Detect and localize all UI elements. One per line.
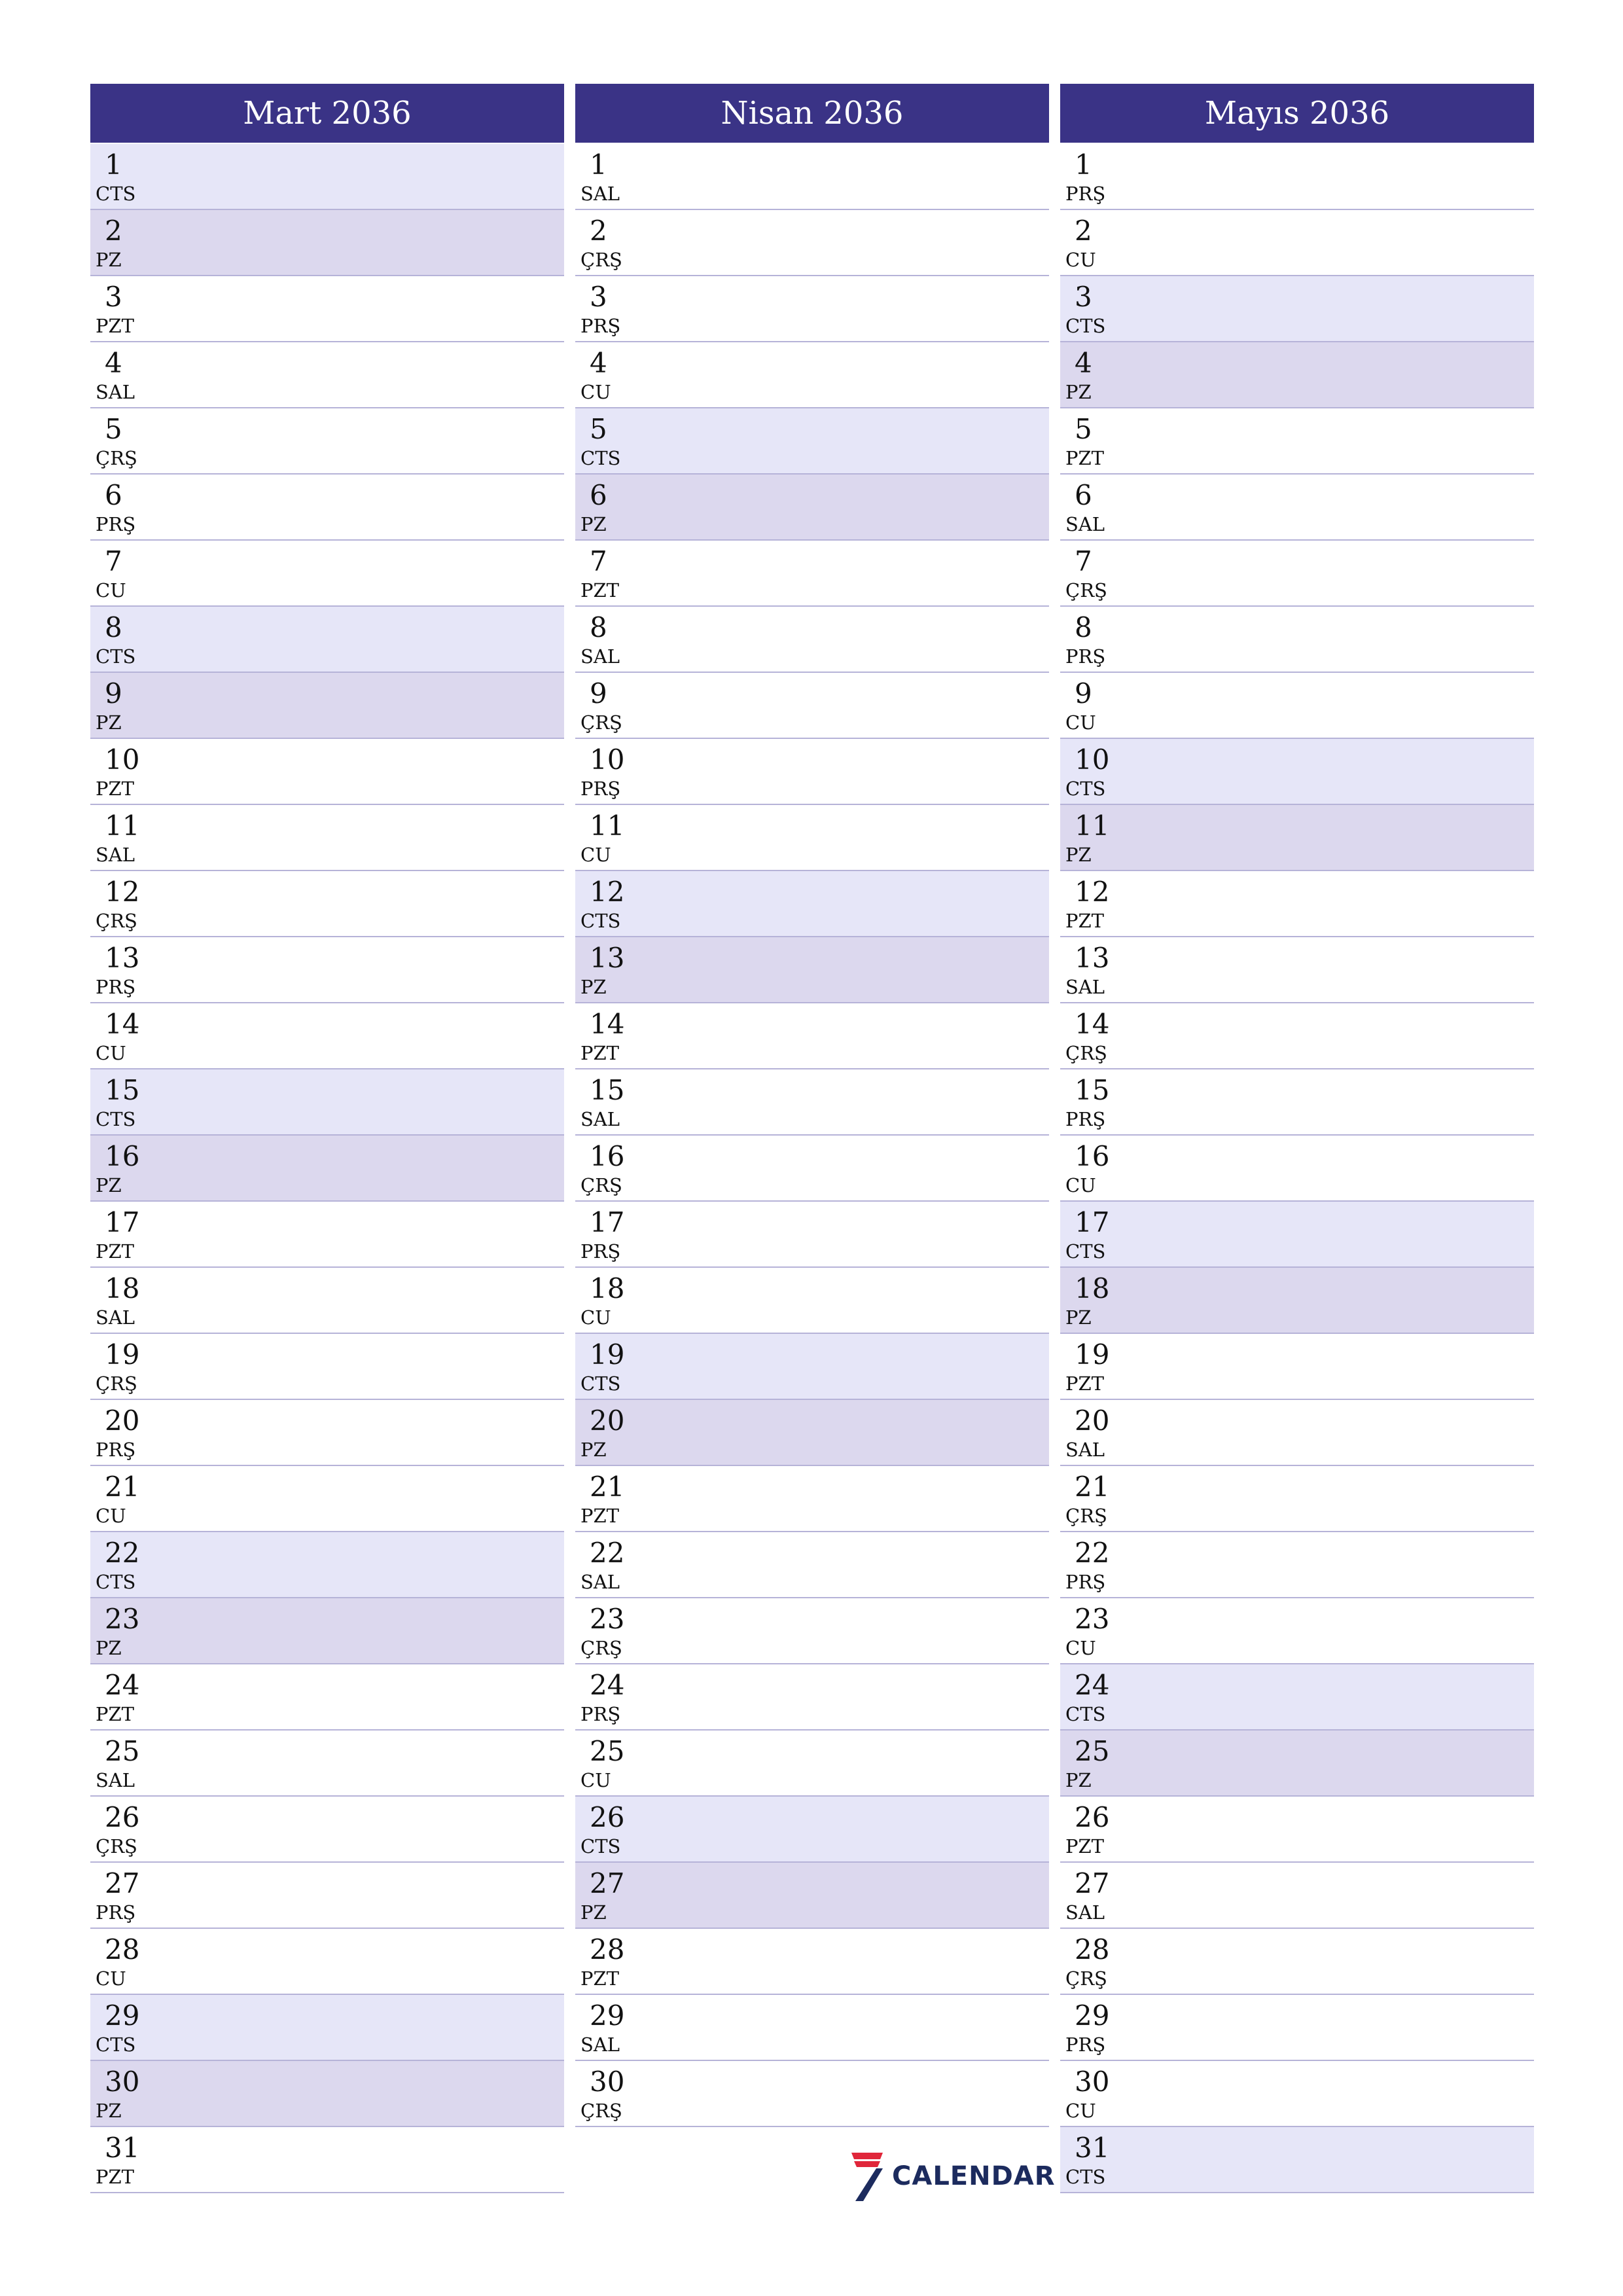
day-row bbox=[575, 144, 1049, 210]
day-row bbox=[575, 1797, 1049, 1863]
day-row bbox=[575, 739, 1049, 805]
day-number: 17 bbox=[105, 1206, 140, 1238]
day-number: 14 bbox=[590, 1008, 625, 1040]
weekday-label: ÇRŞ bbox=[96, 1835, 137, 1857]
day-row bbox=[575, 475, 1049, 541]
day-number: 3 bbox=[105, 281, 122, 313]
day-number: 15 bbox=[105, 1074, 140, 1106]
day-number: 22 bbox=[105, 1537, 140, 1569]
day-number: 20 bbox=[105, 1405, 140, 1437]
weekday-label: PRŞ bbox=[96, 513, 136, 535]
weekday-label: PZT bbox=[96, 1240, 135, 1263]
weekday-label: PRŞ bbox=[1065, 1571, 1106, 1593]
weekday-label: CU bbox=[1065, 2100, 1096, 2122]
weekday-label: PZT bbox=[580, 1042, 620, 1064]
weekday-label: PZT bbox=[580, 1505, 620, 1527]
day-row bbox=[90, 1929, 564, 1995]
day-row bbox=[1060, 475, 1534, 541]
weekday-label: ÇRŞ bbox=[1065, 579, 1107, 601]
day-number: 1 bbox=[105, 149, 122, 181]
weekday-label: CU bbox=[96, 1042, 126, 1064]
day-number: 15 bbox=[1075, 1074, 1110, 1106]
day-number: 4 bbox=[105, 347, 122, 379]
day-number: 8 bbox=[590, 611, 607, 643]
weekday-label: CU bbox=[1065, 249, 1096, 271]
weekday-label: PZ bbox=[96, 711, 122, 734]
day-row bbox=[90, 937, 564, 1003]
day-row bbox=[575, 210, 1049, 276]
weekday-label: CTS bbox=[1065, 778, 1106, 800]
weekday-label: SAL bbox=[96, 381, 135, 403]
weekday-label: PZ bbox=[96, 2100, 122, 2122]
day-number: 3 bbox=[1075, 281, 1092, 313]
day-row bbox=[575, 1268, 1049, 1334]
day-number: 7 bbox=[1075, 545, 1092, 577]
weekday-label: SAL bbox=[580, 1571, 620, 1593]
weekday-label: CU bbox=[96, 1505, 126, 1527]
day-row bbox=[1060, 1202, 1534, 1268]
day-row bbox=[1060, 2127, 1534, 2193]
day-number: 27 bbox=[1075, 1867, 1110, 1899]
brand-logo bbox=[847, 2150, 1056, 2202]
month-column-march bbox=[90, 84, 564, 2193]
day-row bbox=[90, 1598, 564, 1664]
day-row bbox=[1060, 607, 1534, 673]
day-row bbox=[90, 1664, 564, 1731]
day-row bbox=[90, 342, 564, 408]
day-number: 19 bbox=[590, 1338, 625, 1371]
weekday-label: PZ bbox=[580, 1439, 607, 1461]
day-number: 25 bbox=[590, 1735, 625, 1767]
day-number: 20 bbox=[1075, 1405, 1110, 1437]
day-number: 12 bbox=[105, 876, 140, 908]
day-row bbox=[90, 607, 564, 673]
weekday-label: CTS bbox=[1065, 1703, 1106, 1725]
weekday-label: CTS bbox=[96, 2034, 136, 2056]
day-number: 28 bbox=[1075, 1933, 1110, 1965]
day-row bbox=[90, 1731, 564, 1797]
day-number: 1 bbox=[590, 149, 607, 181]
day-number: 24 bbox=[590, 1669, 625, 1701]
day-row bbox=[575, 1334, 1049, 1400]
day-row bbox=[1060, 1466, 1534, 1532]
day-row bbox=[1060, 408, 1534, 475]
day-number: 7 bbox=[590, 545, 607, 577]
weekday-label: PRŞ bbox=[96, 976, 136, 998]
weekday-label: ÇRŞ bbox=[1065, 1967, 1107, 1990]
day-number: 19 bbox=[1075, 1338, 1110, 1371]
day-row bbox=[1060, 2061, 1534, 2127]
day-number: 16 bbox=[590, 1140, 625, 1172]
day-row bbox=[575, 805, 1049, 871]
day-number: 27 bbox=[590, 1867, 625, 1899]
day-row bbox=[90, 1863, 564, 1929]
weekday-label: PRŞ bbox=[1065, 645, 1106, 668]
month-title: Nisan 2036 bbox=[575, 84, 1049, 143]
weekday-label: CTS bbox=[1065, 1240, 1106, 1263]
day-row bbox=[575, 937, 1049, 1003]
day-row bbox=[1060, 1136, 1534, 1202]
day-row bbox=[1060, 871, 1534, 937]
day-row bbox=[1060, 1598, 1534, 1664]
day-row bbox=[90, 2061, 564, 2127]
day-row bbox=[90, 1995, 564, 2061]
weekday-label: SAL bbox=[1065, 1439, 1105, 1461]
weekday-label: SAL bbox=[96, 1769, 135, 1791]
weekday-label: SAL bbox=[1065, 976, 1105, 998]
day-number: 24 bbox=[1075, 1669, 1110, 1701]
day-number: 25 bbox=[105, 1735, 140, 1767]
day-row bbox=[575, 1003, 1049, 1069]
day-number: 18 bbox=[590, 1272, 625, 1304]
weekday-label: PZ bbox=[1065, 381, 1092, 403]
day-number: 12 bbox=[590, 876, 625, 908]
weekday-label: PRŞ bbox=[1065, 183, 1106, 205]
weekday-label: ÇRŞ bbox=[580, 249, 622, 271]
weekday-label: PRŞ bbox=[96, 1439, 136, 1461]
day-number: 13 bbox=[105, 942, 140, 974]
day-row bbox=[90, 1069, 564, 1136]
weekday-label: PZT bbox=[96, 778, 135, 800]
day-row bbox=[1060, 1532, 1534, 1598]
day-row bbox=[1060, 1400, 1534, 1466]
day-number: 9 bbox=[105, 677, 122, 709]
day-row bbox=[90, 871, 564, 937]
day-row bbox=[575, 1664, 1049, 1731]
day-row bbox=[90, 739, 564, 805]
weekday-label: ÇRŞ bbox=[580, 711, 622, 734]
day-number: 28 bbox=[105, 1933, 140, 1965]
day-number: 2 bbox=[1075, 215, 1092, 247]
day-row bbox=[1060, 1334, 1534, 1400]
day-number: 26 bbox=[105, 1801, 140, 1833]
day-number: 6 bbox=[105, 479, 122, 511]
day-number: 2 bbox=[590, 215, 607, 247]
day-number: 9 bbox=[590, 677, 607, 709]
day-number: 8 bbox=[105, 611, 122, 643]
day-number: 11 bbox=[1075, 810, 1110, 842]
day-row bbox=[90, 2127, 564, 2193]
day-row bbox=[575, 673, 1049, 739]
day-row bbox=[575, 2061, 1049, 2127]
day-row bbox=[90, 541, 564, 607]
day-number: 15 bbox=[590, 1074, 625, 1106]
weekday-label: PZ bbox=[580, 513, 607, 535]
day-number: 13 bbox=[590, 942, 625, 974]
day-number: 29 bbox=[105, 2000, 140, 2032]
day-row bbox=[90, 1532, 564, 1598]
day-number: 23 bbox=[105, 1603, 140, 1635]
day-number: 9 bbox=[1075, 677, 1092, 709]
weekday-label: PZT bbox=[96, 315, 135, 337]
weekday-label: PRŞ bbox=[1065, 2034, 1106, 2056]
day-number: 16 bbox=[105, 1140, 140, 1172]
weekday-label: PRŞ bbox=[580, 315, 621, 337]
day-number: 26 bbox=[1075, 1801, 1110, 1833]
day-row bbox=[90, 1136, 564, 1202]
weekday-label: PZT bbox=[1065, 447, 1105, 469]
day-number: 24 bbox=[105, 1669, 140, 1701]
day-number: 14 bbox=[105, 1008, 140, 1040]
day-number: 28 bbox=[590, 1933, 625, 1965]
weekday-label: PRŞ bbox=[580, 1240, 621, 1263]
month-column-april bbox=[575, 84, 1049, 2127]
day-row bbox=[1060, 673, 1534, 739]
weekday-label: CTS bbox=[1065, 2166, 1106, 2188]
day-row bbox=[1060, 1995, 1534, 2061]
day-row bbox=[1060, 144, 1534, 210]
weekday-label: PZT bbox=[96, 2166, 135, 2188]
weekday-label: SAL bbox=[580, 2034, 620, 2056]
weekday-label: PRŞ bbox=[1065, 1108, 1106, 1130]
day-row bbox=[575, 607, 1049, 673]
weekday-label: SAL bbox=[580, 183, 620, 205]
day-row bbox=[575, 1598, 1049, 1664]
day-number: 11 bbox=[105, 810, 140, 842]
day-number: 31 bbox=[1075, 2132, 1110, 2164]
weekday-label: PZT bbox=[1065, 1372, 1105, 1395]
day-number: 21 bbox=[590, 1471, 625, 1503]
weekday-label: CU bbox=[580, 844, 611, 866]
weekday-label: CTS bbox=[96, 1108, 136, 1130]
day-number: 21 bbox=[1075, 1471, 1110, 1503]
day-number: 11 bbox=[590, 810, 625, 842]
weekday-label: PZT bbox=[1065, 1835, 1105, 1857]
day-row bbox=[90, 805, 564, 871]
day-row bbox=[575, 342, 1049, 408]
day-row bbox=[1060, 1069, 1534, 1136]
day-number: 30 bbox=[105, 2066, 140, 2098]
day-number: 25 bbox=[1075, 1735, 1110, 1767]
day-row bbox=[575, 1136, 1049, 1202]
month-title: Mart 2036 bbox=[90, 84, 564, 143]
day-row bbox=[1060, 1664, 1534, 1731]
weekday-label: PZ bbox=[580, 976, 607, 998]
day-list bbox=[1060, 144, 1534, 2193]
day-list bbox=[90, 144, 564, 2193]
weekday-label: CTS bbox=[580, 1372, 621, 1395]
day-row bbox=[90, 276, 564, 342]
day-number: 6 bbox=[1075, 479, 1092, 511]
month-title: Mayıs 2036 bbox=[1060, 84, 1534, 143]
weekday-label: CTS bbox=[1065, 315, 1106, 337]
day-number: 22 bbox=[590, 1537, 625, 1569]
weekday-label: SAL bbox=[580, 645, 620, 668]
day-number: 17 bbox=[1075, 1206, 1110, 1238]
weekday-label: CTS bbox=[580, 910, 621, 932]
weekday-label: PZT bbox=[580, 1967, 620, 1990]
day-number: 7 bbox=[105, 545, 122, 577]
day-row bbox=[90, 1268, 564, 1334]
weekday-label: SAL bbox=[580, 1108, 620, 1130]
weekday-label: CTS bbox=[96, 1571, 136, 1593]
day-row bbox=[1060, 1929, 1534, 1995]
day-row bbox=[1060, 342, 1534, 408]
day-row bbox=[575, 1400, 1049, 1466]
day-number: 5 bbox=[590, 413, 607, 445]
weekday-label: PZ bbox=[96, 1637, 122, 1659]
day-row bbox=[575, 1069, 1049, 1136]
weekday-label: PZ bbox=[1065, 844, 1092, 866]
weekday-label: PZT bbox=[1065, 910, 1105, 932]
weekday-label: SAL bbox=[96, 844, 135, 866]
day-row bbox=[90, 210, 564, 276]
weekday-label: ÇRŞ bbox=[580, 1174, 622, 1196]
day-number: 10 bbox=[105, 744, 140, 776]
seven-logo-icon bbox=[847, 2150, 887, 2202]
day-row bbox=[1060, 210, 1534, 276]
day-row bbox=[575, 276, 1049, 342]
day-row bbox=[90, 144, 564, 210]
day-row bbox=[575, 1532, 1049, 1598]
weekday-label: CU bbox=[96, 1967, 126, 1990]
day-number: 27 bbox=[105, 1867, 140, 1899]
day-number: 23 bbox=[1075, 1603, 1110, 1635]
weekday-label: CTS bbox=[96, 645, 136, 668]
day-number: 14 bbox=[1075, 1008, 1110, 1040]
day-number: 10 bbox=[590, 744, 625, 776]
day-number: 23 bbox=[590, 1603, 625, 1635]
day-number: 20 bbox=[590, 1405, 625, 1437]
day-row bbox=[90, 1202, 564, 1268]
weekday-label: CU bbox=[1065, 1637, 1096, 1659]
day-row bbox=[575, 1995, 1049, 2061]
day-row bbox=[1060, 276, 1534, 342]
day-list bbox=[575, 144, 1049, 2127]
day-row bbox=[90, 475, 564, 541]
day-number: 19 bbox=[105, 1338, 140, 1371]
day-number: 29 bbox=[590, 2000, 625, 2032]
day-row bbox=[575, 1731, 1049, 1797]
day-number: 12 bbox=[1075, 876, 1110, 908]
day-number: 10 bbox=[1075, 744, 1110, 776]
day-row bbox=[1060, 1003, 1534, 1069]
day-number: 8 bbox=[1075, 611, 1092, 643]
weekday-label: CU bbox=[580, 1306, 611, 1329]
weekday-label: CTS bbox=[580, 447, 621, 469]
day-row bbox=[1060, 1268, 1534, 1334]
day-number: 21 bbox=[105, 1471, 140, 1503]
day-row bbox=[90, 408, 564, 475]
month-column-may bbox=[1060, 84, 1534, 2193]
weekday-label: CU bbox=[580, 381, 611, 403]
weekday-label: CU bbox=[580, 1769, 611, 1791]
day-number: 17 bbox=[590, 1206, 625, 1238]
weekday-label: PZ bbox=[580, 1901, 607, 1924]
weekday-label: SAL bbox=[1065, 513, 1105, 535]
day-number: 4 bbox=[590, 347, 607, 379]
weekday-label: CTS bbox=[580, 1835, 621, 1857]
day-row bbox=[575, 1929, 1049, 1995]
weekday-label: CU bbox=[96, 579, 126, 601]
day-number: 6 bbox=[590, 479, 607, 511]
day-row bbox=[1060, 541, 1534, 607]
day-row bbox=[1060, 937, 1534, 1003]
weekday-label: ÇRŞ bbox=[580, 2100, 622, 2122]
day-row bbox=[575, 541, 1049, 607]
weekday-label: ÇRŞ bbox=[1065, 1042, 1107, 1064]
day-number: 1 bbox=[1075, 149, 1092, 181]
day-row bbox=[575, 1466, 1049, 1532]
day-row bbox=[90, 1003, 564, 1069]
day-row bbox=[1060, 739, 1534, 805]
weekday-label: PZT bbox=[580, 579, 620, 601]
day-number: 18 bbox=[1075, 1272, 1110, 1304]
day-number: 2 bbox=[105, 215, 122, 247]
day-number: 5 bbox=[105, 413, 122, 445]
day-row bbox=[1060, 805, 1534, 871]
day-number: 13 bbox=[1075, 942, 1110, 974]
day-number: 18 bbox=[105, 1272, 140, 1304]
day-row bbox=[575, 1863, 1049, 1929]
day-row bbox=[1060, 1863, 1534, 1929]
weekday-label: CTS bbox=[96, 183, 136, 205]
brand-name: CALENDAR bbox=[892, 2161, 1056, 2191]
day-row bbox=[1060, 1731, 1534, 1797]
day-row bbox=[1060, 1797, 1534, 1863]
day-row bbox=[90, 1797, 564, 1863]
weekday-label: ÇRŞ bbox=[580, 1637, 622, 1659]
day-number: 31 bbox=[105, 2132, 140, 2164]
calendar-columns bbox=[90, 84, 1542, 2211]
day-number: 30 bbox=[590, 2066, 625, 2098]
weekday-label: PRŞ bbox=[96, 1901, 136, 1924]
weekday-label: CU bbox=[1065, 1174, 1096, 1196]
day-number: 4 bbox=[1075, 347, 1092, 379]
weekday-label: SAL bbox=[96, 1306, 135, 1329]
weekday-label: PZ bbox=[96, 1174, 122, 1196]
day-row bbox=[90, 673, 564, 739]
day-number: 3 bbox=[590, 281, 607, 313]
weekday-label: SAL bbox=[1065, 1901, 1105, 1924]
weekday-label: CU bbox=[1065, 711, 1096, 734]
day-number: 5 bbox=[1075, 413, 1092, 445]
weekday-label: ÇRŞ bbox=[1065, 1505, 1107, 1527]
day-number: 30 bbox=[1075, 2066, 1110, 2098]
weekday-label: PZ bbox=[1065, 1306, 1092, 1329]
day-row bbox=[90, 1334, 564, 1400]
weekday-label: PZ bbox=[96, 249, 122, 271]
weekday-label: ÇRŞ bbox=[96, 1372, 137, 1395]
day-number: 26 bbox=[590, 1801, 625, 1833]
day-row bbox=[90, 1400, 564, 1466]
day-row bbox=[575, 408, 1049, 475]
day-row bbox=[90, 1466, 564, 1532]
day-number: 29 bbox=[1075, 2000, 1110, 2032]
weekday-label: PZ bbox=[1065, 1769, 1092, 1791]
weekday-label: PRŞ bbox=[580, 778, 621, 800]
day-number: 22 bbox=[1075, 1537, 1110, 1569]
day-number: 16 bbox=[1075, 1140, 1110, 1172]
weekday-label: ÇRŞ bbox=[96, 447, 137, 469]
day-row bbox=[575, 1202, 1049, 1268]
weekday-label: PRŞ bbox=[580, 1703, 621, 1725]
day-row bbox=[575, 871, 1049, 937]
weekday-label: ÇRŞ bbox=[96, 910, 137, 932]
weekday-label: PZT bbox=[96, 1703, 135, 1725]
